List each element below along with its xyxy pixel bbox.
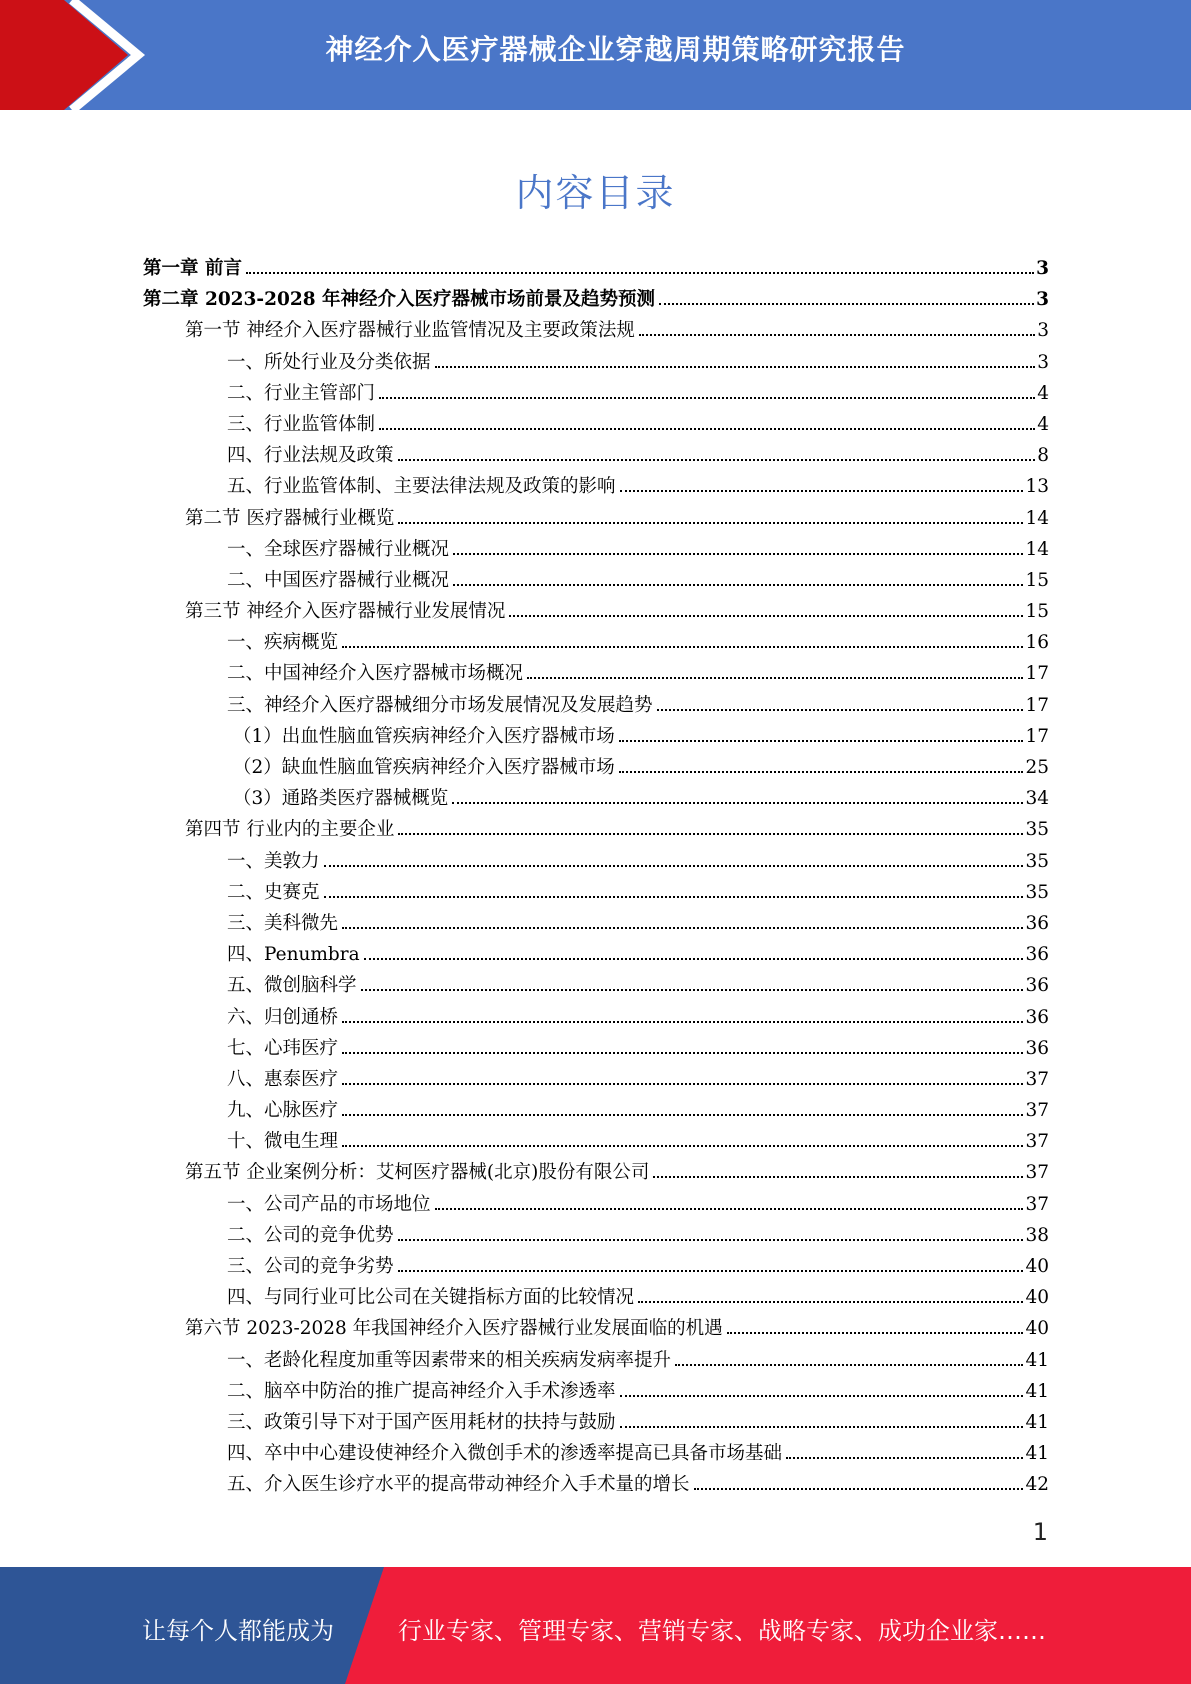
toc-entry-title: 三、神经介入医疗器械细分市场发展情况及发展趋势 [227,694,653,716]
toc-dot-leader [361,988,1024,991]
toc-entry[interactable] [143,784,1049,815]
toc-entry-title: （2）缺血性脑血管疾病神经介入医疗器械市场 [233,757,615,778]
toc-entry-title: 七、心玮医疗 [227,1037,339,1059]
toc-entry[interactable] [143,878,1049,909]
toc-entry-title: 四、卒中中心建设使神经介入微创手术的渗透率提高已具备市场基础 [227,1443,783,1465]
toc-entry-page: 17 [1025,725,1049,747]
toc-dot-leader [342,1020,1023,1023]
toc-dot-leader [620,489,1024,492]
toc-dot-leader [342,1082,1023,1085]
toc-entry-title: 第四节 行业内的主要企业 [185,819,395,841]
toc-entry[interactable] [143,815,1049,846]
toc-entry[interactable] [143,691,1049,722]
toc-entry-page: 41 [1025,1349,1049,1371]
toc-entry-title: 三、行业监管体制 [227,413,376,435]
toc-dot-leader [342,1113,1023,1116]
toc-entry[interactable] [143,971,1049,1002]
toc-entry-title: （1）出血性脑血管疾病神经介入医疗器械市场 [233,725,615,747]
toc-entry-page: 3 [1036,289,1049,311]
toc-dot-leader [398,1238,1024,1241]
toc-entry-title: 二、公司的竞争优势 [227,1224,394,1246]
toc-entry-page: 3 [1037,351,1049,373]
toc-entry[interactable] [143,504,1049,535]
toc-entry-title: 八、惠泰医疗 [227,1068,339,1090]
toc-entry[interactable] [143,348,1049,379]
toc-entry-page: 35 [1025,819,1049,841]
toc-entry[interactable] [143,1470,1049,1501]
toc-entry[interactable] [143,1127,1049,1158]
toc-dot-leader [620,1425,1024,1428]
toc-entry[interactable] [143,1314,1049,1345]
toc-entry-page: 3 [1036,258,1049,279]
toc-entry-page: 36 [1025,1037,1049,1059]
report-title: 神经介入医疗器械企业穿越周期策略研究报告 [325,33,906,66]
toc-entry-page: 36 [1025,975,1049,997]
header-band [0,0,1191,110]
toc-entry-title: 五、行业监管体制、主要法律法规及政策的影响 [227,476,616,498]
toc-entry[interactable] [143,254,1049,285]
toc-dot-leader [398,832,1023,835]
toc-entry-page: 4 [1037,413,1049,435]
toc-entry[interactable] [143,566,1049,597]
toc-entry-page: 38 [1025,1224,1049,1246]
toc-entry-page: 36 [1025,1006,1049,1028]
toc-dot-leader [653,1175,1023,1178]
toc-dot-leader [639,333,1035,336]
toc-entry-title: 第一章 前言 [143,258,242,279]
toc-entry[interactable] [143,909,1049,940]
toc-dot-leader [657,708,1024,711]
toc-entry-page: 40 [1025,1318,1049,1340]
toc-entry-title: 三、公司的竞争劣势 [227,1256,394,1277]
toc-entry-title: 第二节 医疗器械行业概览 [185,507,395,529]
toc-entry-page: 35 [1025,881,1049,903]
toc-entry-title: 六、归创通桥 [227,1006,339,1028]
toc-entry-title: 三、美科微先 [227,912,339,934]
toc-entry-title: （3）通路类医疗器械概览 [233,788,449,810]
toc-dot-leader [435,1207,1024,1210]
toc-entry[interactable] [143,441,1049,472]
toc-entry-title: 第六节 2023-2028 年我国神经介入医疗器械行业发展面临的机遇 [185,1318,723,1340]
toc-entry-page: 41 [1025,1443,1049,1465]
toc-entry-page: 37 [1025,1068,1049,1090]
toc-entry-title: 第五节 企业案例分析：艾柯医疗器械(北京)股份有限公司 [185,1162,650,1184]
toc-entry-page: 14 [1025,538,1049,560]
toc-dot-leader [727,1331,1024,1334]
toc-entry[interactable] [143,847,1049,878]
toc-entry[interactable] [143,628,1049,659]
toc-entry[interactable] [143,1283,1049,1314]
toc-dot-leader [509,614,1023,617]
toc-entry-page: 13 [1025,476,1049,498]
toc-dot-leader [342,1051,1023,1054]
toc-entry-page: 37 [1025,1162,1049,1184]
toc-entry[interactable] [143,1346,1049,1377]
page-number: 1 [1032,1518,1048,1546]
toc-dot-leader [620,1394,1024,1397]
toc-dot-leader [342,926,1023,929]
toc-entry-page: 37 [1025,1100,1049,1122]
toc-entry-page: 16 [1025,632,1049,654]
toc-dot-leader [342,645,1023,648]
toc-entry-page: 42 [1025,1474,1049,1496]
toc-entry-page: 8 [1037,445,1049,467]
toc-dot-leader [324,895,1024,898]
toc-entry[interactable] [143,1158,1049,1189]
toc-entry-page: 40 [1025,1256,1049,1277]
toc-dot-leader [659,302,1034,305]
toc-entry-page: 17 [1025,663,1049,685]
toc-dot-leader [398,521,1023,524]
toc-entry-title: 一、所处行业及分类依据 [227,351,431,373]
toc-dot-leader [379,396,1035,399]
toc-entry-title: 五、介入医生诊疗水平的提高带动神经介入手术量的增长 [227,1474,690,1496]
toc-dot-leader [527,676,1023,679]
toc-dot-leader [786,1456,1023,1459]
toc-entry-page: 37 [1025,1193,1049,1215]
toc-heading: 内容目录 [515,171,676,215]
toc-entry[interactable] [143,1252,1049,1283]
toc-entry[interactable] [143,1003,1049,1034]
toc-entry[interactable] [143,722,1049,753]
toc-entry[interactable] [143,1377,1049,1408]
toc-dot-leader [398,458,1036,461]
toc-entry-title: 四、行业法规及政策 [227,445,394,467]
toc-entry-title: 一、全球医疗器械行业概况 [227,538,450,560]
toc-dot-leader [694,1487,1024,1490]
toc-entry[interactable] [143,1439,1049,1470]
toc-entry[interactable] [143,1034,1049,1065]
toc-entry[interactable] [143,659,1049,690]
footer-band [0,1567,1191,1684]
toc-entry-page: 40 [1025,1287,1049,1309]
toc-entry[interactable] [143,1065,1049,1096]
toc-entry-title: 第二章 2023-2028 年神经介入医疗器械市场前景及趋势预测 [143,289,656,311]
toc-entry-title: 四、与同行业可比公司在关键指标方面的比较情况 [227,1287,635,1309]
toc-dot-leader [675,1363,1023,1366]
toc-dot-leader [324,864,1024,867]
toc-entry-page: 4 [1037,382,1049,404]
toc-entry-title: 一、疾病概览 [227,632,339,654]
table-of-contents [143,254,1049,1502]
toc-entry-page: 36 [1025,944,1049,966]
toc-entry[interactable] [143,316,1049,347]
toc-entry-page: 37 [1025,1131,1049,1153]
toc-entry[interactable] [143,410,1049,441]
toc-entry[interactable] [143,285,1049,316]
toc-entry-title: 二、史赛克 [227,881,320,903]
toc-entry-page: 15 [1025,569,1049,591]
toc-entry[interactable] [143,535,1049,566]
toc-entry-title: 五、微创脑科学 [227,975,357,997]
toc-entry-page: 25 [1025,757,1049,778]
toc-entry-page: 36 [1025,912,1049,934]
toc-dot-leader [398,1269,1024,1272]
toc-entry-title: 二、脑卒中防治的推广提高神经介入手术渗透率 [227,1380,616,1402]
toc-entry-page: 14 [1025,507,1049,529]
toc-dot-leader [619,739,1024,742]
toc-entry-page: 34 [1025,788,1049,810]
toc-dot-leader [453,583,1023,586]
toc-entry[interactable] [143,1190,1049,1221]
toc-entry[interactable] [143,1408,1049,1439]
toc-entry-title: 第一节 神经介入医疗器械行业监管情况及主要政策法规 [185,320,635,342]
toc-entry-title: 二、中国医疗器械行业概况 [227,569,450,591]
footer-slogan-right: 行业专家、管理专家、营销专家、战略专家、成功企业家…… [398,1617,1046,1645]
toc-entry-page: 15 [1025,601,1049,623]
toc-entry-page: 41 [1025,1411,1049,1433]
toc-entry[interactable] [143,597,1049,628]
toc-dot-leader [246,271,1034,274]
toc-dot-leader [452,801,1023,804]
toc-entry[interactable] [143,1096,1049,1127]
toc-dot-leader [453,552,1023,555]
toc-dot-leader [364,957,1024,960]
toc-entry[interactable] [143,1221,1049,1252]
toc-entry-title: 二、中国神经介入医疗器械市场概况 [227,663,524,685]
toc-entry-title: 一、老龄化程度加重等因素带来的相关疾病发病率提升 [227,1349,672,1371]
toc-entry-title: 第三节 神经介入医疗器械行业发展情况 [185,601,506,623]
toc-dot-leader [342,1144,1023,1147]
toc-entry-page: 3 [1037,320,1049,342]
toc-dot-leader [379,427,1035,430]
footer-slogan-left: 让每个人都能成为 [142,1617,334,1645]
toc-dot-leader [435,365,1036,368]
toc-entry-title: 一、公司产品的市场地位 [227,1193,431,1215]
toc-entry-title: 二、行业主管部门 [227,382,376,404]
toc-entry-title: 四、Penumbra [227,944,360,966]
toc-entry-page: 17 [1025,694,1049,716]
toc-entry-title: 一、美敦力 [227,850,320,872]
toc-entry-title: 三、政策引导下对于国产医用耗材的扶持与鼓励 [227,1411,616,1433]
toc-entry-page: 41 [1025,1380,1049,1402]
toc-dot-leader [619,770,1024,773]
toc-dot-leader [638,1300,1023,1303]
toc-entry[interactable] [143,472,1049,503]
toc-entry[interactable] [143,940,1049,971]
toc-entry-title: 九、心脉医疗 [227,1100,339,1122]
toc-entry[interactable] [143,753,1049,784]
toc-entry-page: 35 [1025,850,1049,872]
toc-entry-title: 十、微电生理 [227,1131,339,1153]
toc-entry[interactable] [143,379,1049,410]
